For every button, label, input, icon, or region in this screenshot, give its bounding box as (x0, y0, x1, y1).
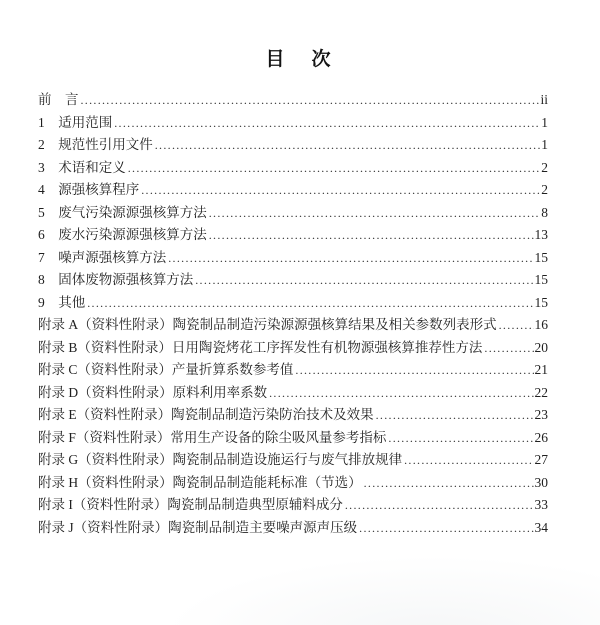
dot-leader (345, 494, 534, 517)
dot-leader (114, 112, 540, 135)
toc-entry (38, 449, 548, 472)
toc-entry (38, 314, 548, 337)
dot-leader (499, 314, 534, 337)
toc-entry-page: 13 (534, 227, 548, 242)
toc-entry-label: 附录 B（资料性附录）日用陶瓷烤花工序挥发性有机物源强核算推荐性方法 (38, 339, 483, 355)
dot-leader (141, 179, 540, 202)
toc-entry-page: 22 (534, 384, 548, 400)
toc-entry-page: 21 (534, 362, 548, 377)
toc-entry (38, 404, 548, 427)
toc-entry (38, 337, 548, 360)
toc-entry (38, 359, 548, 382)
dot-leader (269, 382, 533, 405)
toc-entry-label: 7 噪声源强核算方法 (38, 249, 167, 265)
toc-entry (38, 517, 548, 540)
toc-entry (38, 269, 548, 292)
toc-entry (38, 179, 548, 202)
toc-entry (38, 112, 548, 135)
toc-entry-page: 33 (534, 497, 548, 512)
dot-leader (209, 224, 534, 247)
toc-entry (38, 202, 548, 225)
dot-leader (128, 157, 541, 180)
toc-entry-label: 前 言 (38, 92, 79, 107)
toc-entry (38, 427, 548, 450)
toc-entry-label: 5 废气污染源源强核算方法 (38, 204, 207, 220)
page-title: 目 次 (265, 49, 335, 70)
toc-entry-page: 8 (541, 204, 548, 220)
dot-leader (388, 427, 533, 450)
toc-entry-label: 附录 E（资料性附录）陶瓷制品制造污染防治技术及效果 (38, 407, 374, 422)
toc-entry (38, 382, 548, 405)
toc-entry (38, 134, 548, 157)
toc-entry-page: 15 (534, 294, 548, 310)
toc-entry-page: ii (540, 92, 548, 107)
toc-entry-label: 6 废水污染源源强核算方法 (38, 227, 207, 242)
dot-leader (155, 134, 541, 157)
toc-entry-page: 1 (541, 114, 548, 130)
toc-entry-label: 附录 J（资料性附录）陶瓷制品制造主要噪声源声压级 (38, 519, 358, 535)
toc-entry (38, 472, 548, 495)
toc-entry-page: 30 (534, 474, 548, 490)
toc-entry-page: 2 (541, 159, 548, 175)
dot-leader (376, 404, 534, 427)
toc-entry-label: 2 规范性引用文件 (38, 137, 153, 152)
toc-entry-page: 34 (534, 519, 548, 535)
toc-entry-label: 4 源强核算程序 (38, 182, 140, 197)
toc-entry (38, 157, 548, 180)
dot-leader (359, 517, 533, 540)
toc-entry-page: 23 (534, 407, 548, 422)
dot-leader (168, 247, 533, 270)
dot-leader (404, 449, 533, 472)
toc-entry (38, 247, 548, 270)
toc-entry (38, 494, 548, 517)
page-scan-shade (160, 555, 600, 625)
toc-entry-label: 附录 C（资料性附录）产量折算系数参考值 (38, 362, 294, 377)
toc-entry-page: 15 (534, 272, 548, 287)
toc-entry-label: 1 适用范围 (38, 114, 113, 130)
toc-entry-label: 3 术语和定义 (38, 159, 126, 175)
dot-leader (87, 292, 533, 315)
dot-leader (295, 359, 533, 382)
toc-entry-label: 附录 D（资料性附录）原料利用率系数 (38, 384, 268, 400)
toc-entry-page: 27 (534, 452, 548, 467)
toc-entry-label: 附录 F（资料性附录）常用生产设备的除尘吸风量参考指标 (38, 429, 387, 445)
toc-entry (38, 292, 548, 315)
toc-entry-label: 附录 G（资料性附录）陶瓷制品制造设施运行与废气排放规律 (38, 452, 403, 467)
toc-entry (38, 224, 548, 247)
toc-entry-label: 8 固体废物源强核算方法 (38, 272, 194, 287)
dot-leader (484, 337, 533, 360)
toc-entry-page: 20 (534, 339, 548, 355)
toc-list (38, 89, 548, 539)
toc-entry (38, 89, 548, 112)
toc-entry-label: 附录 I（资料性附录）陶瓷制品制造典型原辅料成分 (38, 497, 343, 512)
dot-leader (209, 202, 541, 225)
dot-leader (364, 472, 534, 495)
toc-entry-label: 附录 H（资料性附录）陶瓷制品制造能耗标准（节选） (38, 474, 362, 490)
dot-leader (81, 89, 540, 112)
dot-leader (195, 269, 533, 292)
toc-entry-page: 2 (541, 182, 548, 197)
toc-entry-page: 15 (534, 249, 548, 265)
toc-entry-label: 9 其他 (38, 294, 86, 310)
toc-entry-page: 16 (534, 317, 548, 332)
toc-entry-page: 26 (534, 429, 548, 445)
toc-entry-label: 附录 A（资料性附录）陶瓷制品制造污染源源强核算结果及相关参数列表形式 (38, 317, 497, 332)
toc-entry-page: 1 (541, 137, 548, 152)
